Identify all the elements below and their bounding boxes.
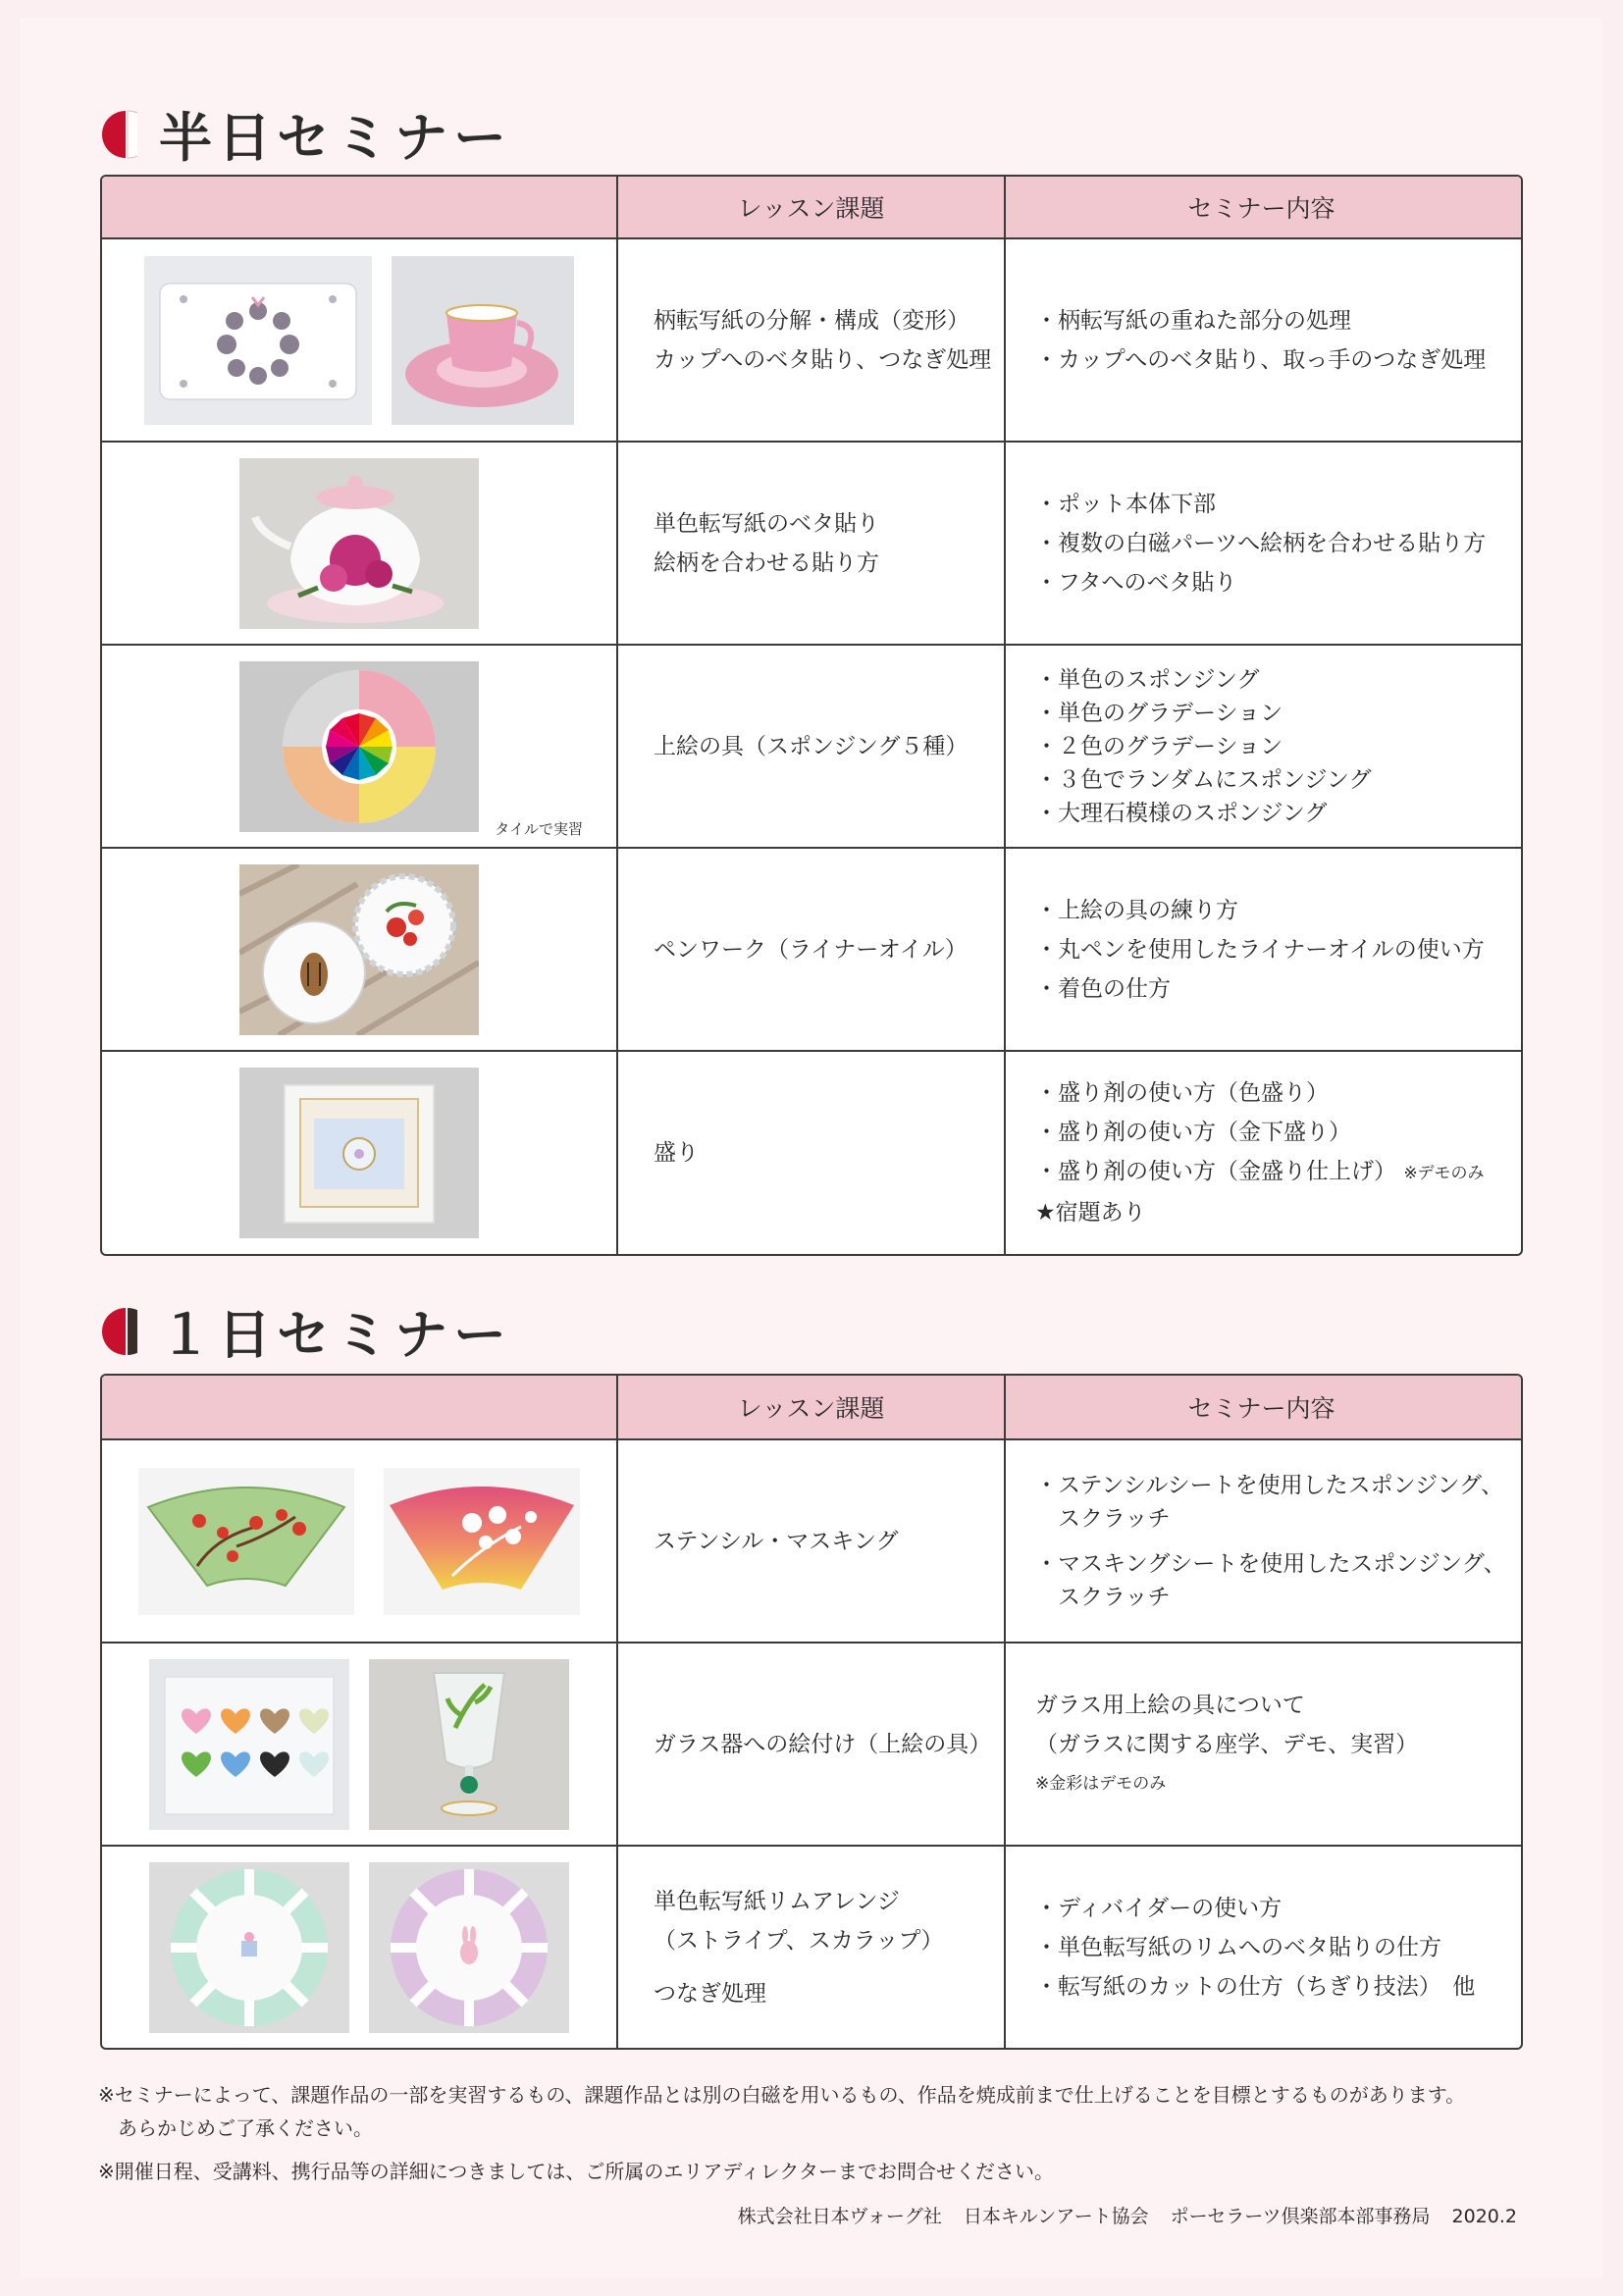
- task-line: 盛り: [654, 1140, 699, 1166]
- note-line: ※開催日程、受講料、携行品等の詳細につきましては、ご所属のエリアディレクターまでお問合せください。: [98, 2160, 1054, 2183]
- teapot-rose-photo: [239, 458, 479, 629]
- content-line: ・着色の仕方: [1035, 975, 1171, 1002]
- green-fan-plate-photo: [138, 1468, 354, 1615]
- note-line: ※セミナーによって、課題作品の一部を実習するもの、課題作品とは別の白磁を用いるもの、作品を焼成前まで仕上げることを目標とするものがあります。: [98, 2083, 1466, 2107]
- task-line: 絵柄を合わせる貼り方: [654, 549, 879, 576]
- content-line: スクラッチ: [1035, 1584, 1171, 1610]
- framed-tile-photo: [239, 1068, 479, 1238]
- content-line: ・単色のグラデーション: [1035, 700, 1283, 726]
- task-line: 単色転写紙リムアレンジ: [654, 1888, 900, 1914]
- header-task-col: レッスン課題: [618, 1376, 1006, 1438]
- half-circle-icon: [98, 1304, 137, 1359]
- table-row: [102, 847, 1521, 1050]
- footer-date: 2020.2: [1451, 2206, 1517, 2227]
- content-line: ・３色でランダムにスポンジング: [1035, 766, 1372, 793]
- content-line: ・大理石模様のスポンジング: [1035, 800, 1328, 826]
- header-task-col: レッスン課題: [618, 177, 1006, 237]
- content-line: ・複数の白磁パーツへ絵柄を合わせる貼り方: [1035, 530, 1487, 556]
- table-row: [102, 644, 1521, 847]
- half-circle-icon: [98, 107, 137, 162]
- task-line: 上絵の具（スポンジング５種）: [654, 733, 969, 759]
- task-line: 単色転写紙のベタ貼り: [654, 510, 879, 537]
- tile-practice-caption: タイルで実習: [495, 820, 583, 838]
- content-line: ・ポット本体下部: [1035, 491, 1216, 517]
- rose-tray-photo: [144, 256, 372, 425]
- content-line: ・丸ペンを使用したライナーオイルの使い方: [1035, 936, 1485, 963]
- half-day-section-title: [98, 96, 512, 172]
- notes: [98, 2078, 1465, 2188]
- table-row: [102, 441, 1521, 644]
- content-line: ・ディバイダーの使い方: [1035, 1895, 1283, 1921]
- glass-goblet-photo: [369, 1659, 569, 1830]
- footer-org3: ポーセラーツ倶楽部本部事務局: [1170, 2206, 1431, 2227]
- task-line: ペンワーク（ライナーオイル）: [654, 936, 968, 963]
- content-line: ・単色転写紙のリムへのベタ貼りの仕方: [1035, 1934, 1441, 1960]
- content-line: （ガラスに関する座学、デモ、実習）: [1035, 1731, 1419, 1757]
- table-row: [102, 1050, 1521, 1254]
- task-line: ガラス器への絵付け（上絵の具）: [654, 1731, 992, 1757]
- footer-org1: 株式会社日本ヴォーグ社: [737, 2206, 942, 2227]
- glass-hearts-photo: [149, 1659, 349, 1830]
- content-line: ・ステンシルシートを使用したスポンジング、: [1035, 1472, 1504, 1498]
- content-line: ・単色のスポンジング: [1035, 666, 1260, 693]
- table-row: [102, 1438, 1521, 1642]
- note-line: あらかじめご了承ください。: [98, 2116, 373, 2140]
- task-line: カップへのベタ貼り、つなぎ処理: [654, 346, 992, 373]
- task-line: ステンシル・マスキング: [654, 1528, 899, 1554]
- chipmunk-strawberry-plates-photo: [239, 864, 479, 1035]
- half-day-table: [100, 175, 1523, 1256]
- half-day-title: 半日セミナー: [159, 106, 512, 169]
- table-row: [102, 1642, 1521, 1845]
- content-line: ・フタへのベタ貼り: [1035, 569, 1237, 596]
- content-line: ・転写紙のカットの仕方（ちぎり技法） 他: [1035, 1973, 1476, 2000]
- content-line: ・上絵の具の練り方: [1035, 897, 1238, 923]
- footer: [716, 2202, 1517, 2228]
- table-header-row: [102, 1376, 1521, 1438]
- table-row: [102, 237, 1521, 441]
- content-line: ・２色のグラデーション: [1035, 733, 1283, 759]
- header-image-col: [102, 177, 618, 237]
- content-line: ・盛り剤の使い方（金盛り仕上げ）: [1035, 1159, 1396, 1184]
- footer-org2: 日本キルンアート協会: [963, 2206, 1149, 2227]
- content-line: ・カップへのベタ貼り、取っ手のつなぎ処理: [1035, 346, 1487, 373]
- full-day-title: １日セミナー: [159, 1303, 512, 1366]
- demo-only-note: ※デモのみ: [1403, 1164, 1485, 1183]
- task-line: （ストライプ、スカラップ）: [654, 1927, 944, 1954]
- gold-demo-note: ※金彩はデモのみ: [1035, 1773, 1167, 1794]
- color-wheel-plate-photo: [239, 661, 479, 832]
- header-image-col: [102, 1376, 618, 1438]
- full-day-section-title: [98, 1293, 512, 1369]
- pink-fan-plate-photo: [384, 1468, 580, 1615]
- task-line: つなぎ処理: [654, 1980, 766, 2007]
- pink-cup-saucer-photo: [392, 256, 574, 425]
- table-header-row: [102, 177, 1521, 237]
- content-line: ガラス用上絵の具について: [1035, 1692, 1305, 1718]
- content-line: ・盛り剤の使い方（金下盛り）: [1035, 1120, 1351, 1145]
- content-line: スクラッチ: [1035, 1505, 1171, 1532]
- lilac-stripe-plate-photo: [369, 1862, 569, 2033]
- mint-stripe-plate-photo: [149, 1862, 349, 2033]
- full-day-table: [100, 1374, 1523, 2050]
- header-content-col: セミナー内容: [1187, 194, 1335, 223]
- homework-note: ★宿題あり: [1035, 1200, 1146, 1226]
- content-line: ・柄転写紙の重ねた部分の処理: [1035, 307, 1351, 334]
- content-line: ・マスキングシートを使用したスポンジング、: [1035, 1550, 1506, 1577]
- header-content-col: セミナー内容: [1187, 1394, 1335, 1423]
- table-row: [102, 1845, 1521, 2048]
- content-line: ・盛り剤の使い方（色盛り）: [1035, 1080, 1329, 1106]
- task-line: 柄転写紙の分解・構成（変形）: [654, 307, 969, 334]
